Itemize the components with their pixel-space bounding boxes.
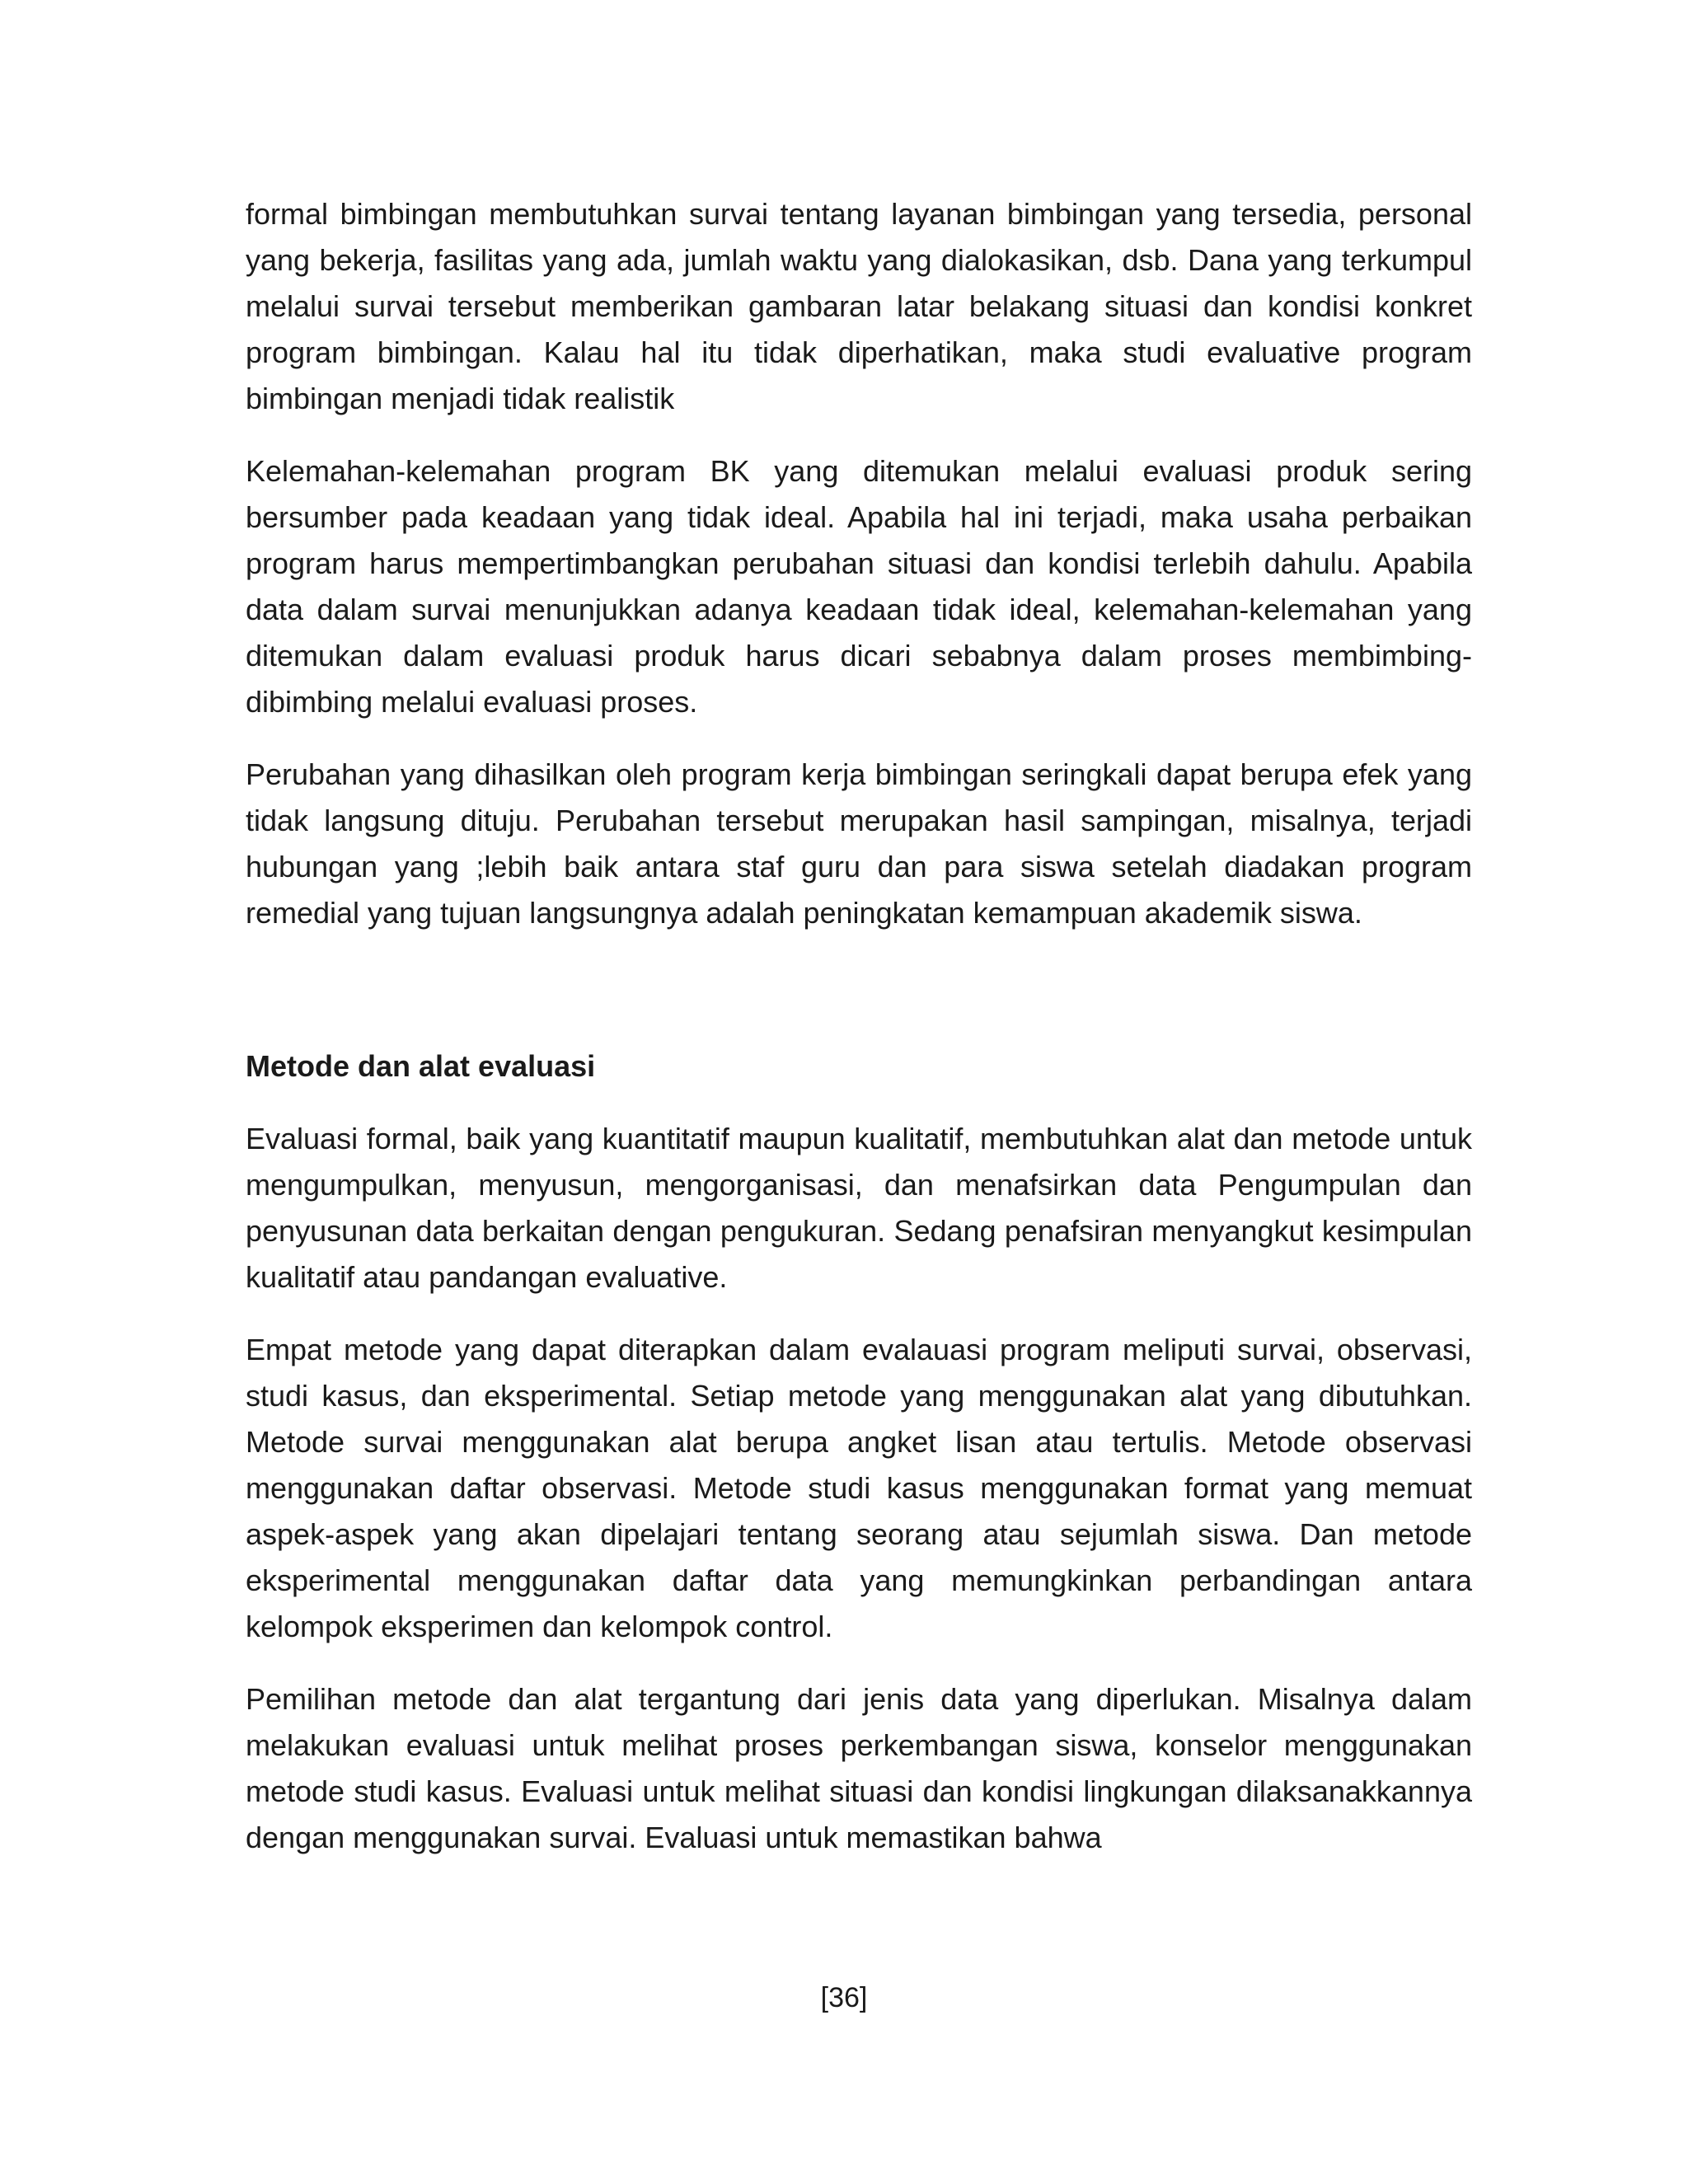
paragraph-perubahan: Perubahan yang dihasilkan oleh program kerja bimbingan seringkali dapat berupa efek yang tidak langsung dituju. Perubahan tersebut merupakan hasil sampingan, misalnya, terjadi hubungan yang ;lebih baik antara staf guru dan para siswa setelah diadakan program remedial yang tujuan langsungnya adalah peningkatan kemampuan akademik siswa. [246, 757, 1472, 930]
document-page [246, 191, 1472, 1887]
paragraph-survai: formal bimbingan membutuhkan survai tentang layanan bimbingan yang tersedia, personal yang bekerja, fasilitas yang ada, jumlah waktu yang dialokasikan, dsb. Dana yang terkumpul melalui survai tersebut memberikan gambaran latar belakang situasi dan kondisi konkret program bimbingan. Kalau hal itu tidak diperhatikan, maka studi evaluative program bimbingan menjadi tidak realistik [246, 197, 1472, 415]
paragraph-kelemahan: Kelemahan-kelemahan program BK yang ditemukan melalui evaluasi produk sering bersumber pada keadaan yang tidak ideal. Apabila hal ini terjadi, maka usaha perbaikan program harus mempertimbangkan perubahan situasi dan kondisi terlebih dahulu. Apabila data dalam survai menunjukkan adanya keadaan tidak ideal, kelemahan-kelemahan yang ditemukan dalam evaluasi produk harus dicari sebabnya dalam proses membimbing-dibimbing melalui evaluasi proses. [246, 454, 1472, 719]
paragraph-evaluasi-formal: Evaluasi formal, baik yang kuantitatif maupun kualitatif, membutuhkan alat dan metode untuk mengumpulkan, menyusun, mengorganisasi, dan menafsirkan data Pengumpulan dan penyusunan data berkaitan dengan pengukuran. Sedang penafsiran menyangkut kesimpulan kualitatif atau pandangan evaluative. [246, 1122, 1472, 1294]
section-title: Metode dan alat evaluasi [246, 1049, 596, 1083]
page-number: [36] [820, 1982, 868, 2013]
paragraph-empat-metode: Empat metode yang dapat diterapkan dalam evalauasi program meliputi survai, observasi, studi kasus, dan eksperimental. Setiap metode yang menggunakan alat yang dibutuhkan. Metode survai menggunakan alat berupa angket lisan atau tertulis. Metode observasi menggunakan daftar observasi. Metode studi kasus menggunakan format yang memuat aspek-aspek yang akan dipelajari tentang seorang atau sejumlah siswa. Dan metode eksperimental menggunakan daftar data yang memungkinkan perbandingan antara kelompok eksperimen dan kelompok control. [246, 1333, 1472, 1643]
paragraph-pemilihan-metode: Pemilihan metode dan alat tergantung dari jenis data yang diperlukan. Misalnya dalam melakukan evaluasi untuk melihat proses perkembangan siswa, konselor menggunakan metode studi kasus. Evaluasi untuk melihat situasi dan kondisi lingkungan dilaksanakkannya dengan menggunakan survai. Evaluasi untuk memastikan bahwa [246, 1682, 1472, 1854]
